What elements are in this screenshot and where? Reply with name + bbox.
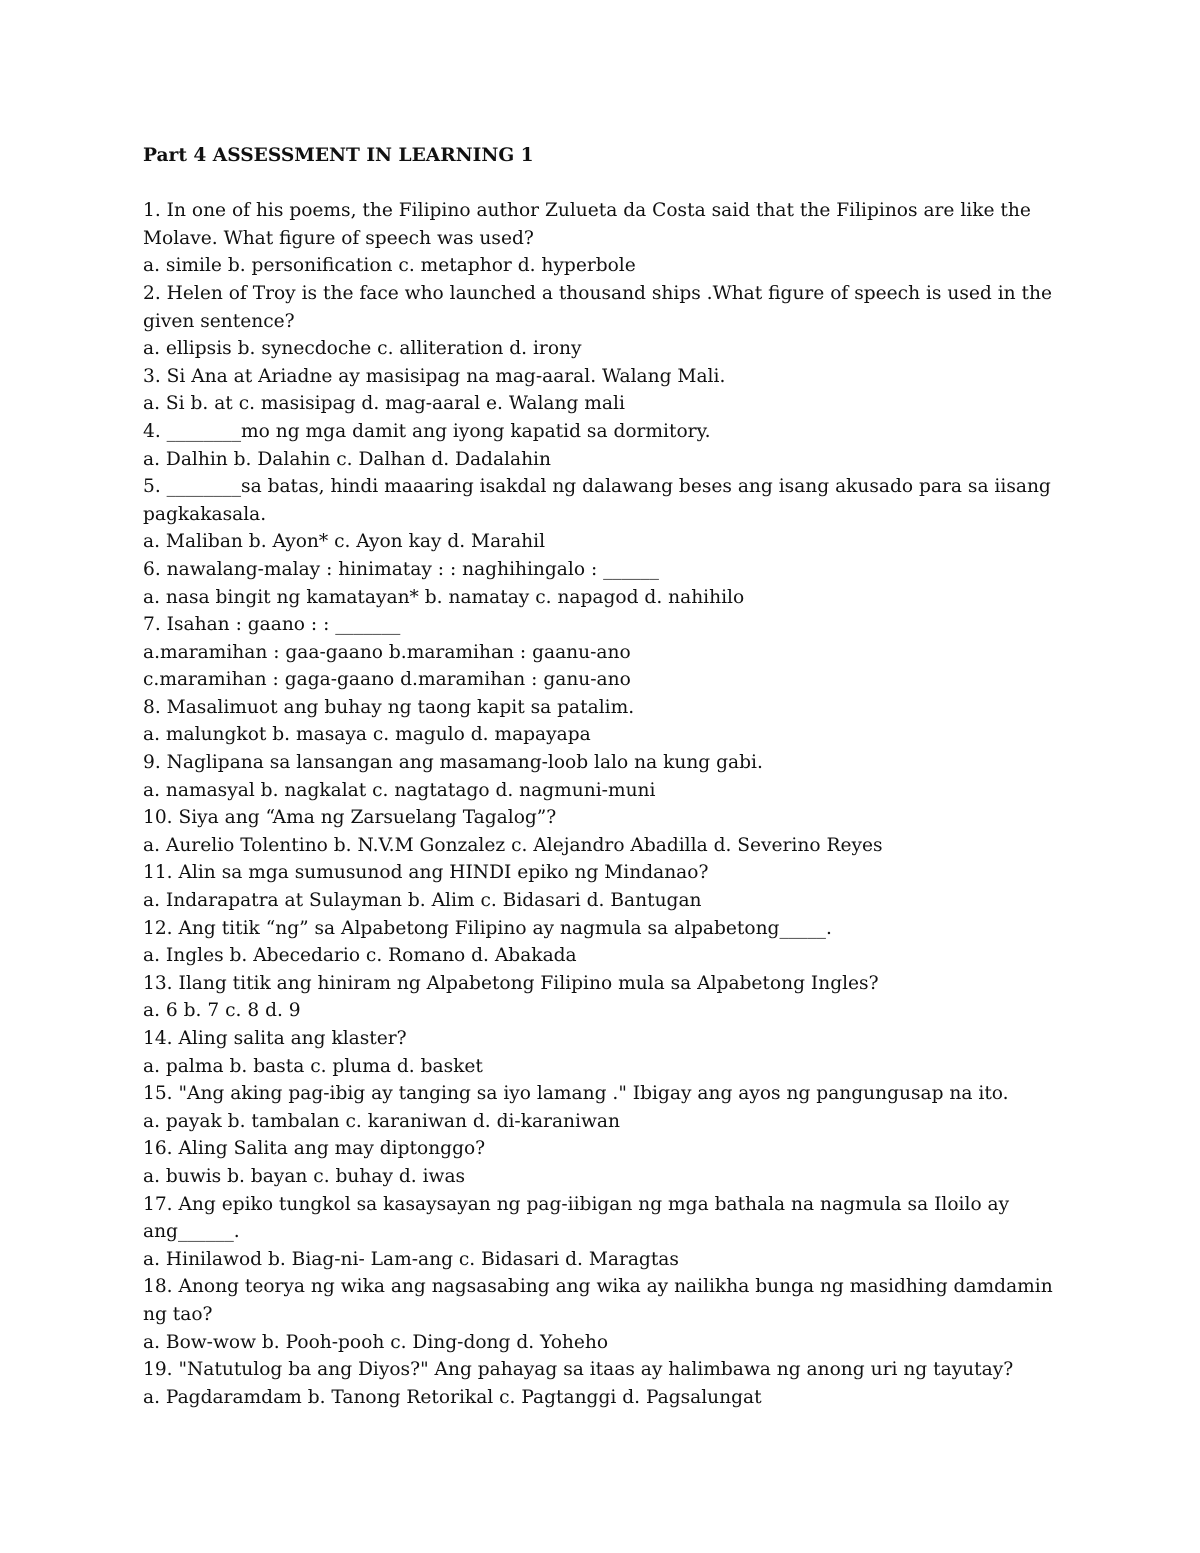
question-3: 3. Si Ana at Ariadne ay masisipag na mag-aaral. Walang Mali.: [143, 365, 726, 387]
question-11: 11. Alin sa mga sumusunod ang HINDI epiko ng Mindanao?: [143, 862, 709, 884]
question-7: 7. Isahan : gaano : : _______: [143, 614, 401, 636]
question-10: 10. Siya ang “Ama ng Zarsuelang Tagalog”?: [143, 807, 557, 829]
choices-14: a. palma b. basta c. pluma d. basket: [143, 1055, 483, 1077]
question-16: 16. Aling Salita ang may diptonggo?: [143, 1138, 486, 1160]
question-13: 13. Ilang titik ang hiniram ng Alpabetong Filipino mula sa Alpabetong Ingles?: [143, 972, 879, 994]
question-18: 18. Anong teorya ng wika ang nagsasabing ang wika ay nailikha bunga ng masidhing damdamin ng tao?: [143, 1276, 1053, 1325]
choices-7a: a.maramihan : gaa-gaano b.maramihan : gaanu-ano: [143, 641, 631, 663]
choices-2: a. ellipsis b. synecdoche c. alliteration d. irony: [143, 338, 582, 360]
question-6: 6. nawalang-malay : hinimatay : : naghihingalo : ______: [143, 558, 659, 580]
question-15: 15. "Ang aking pag-ibig ay tanging sa iyo lamang ." Ibigay ang ayos ng pangungusap na ito.: [143, 1083, 1009, 1105]
question-5: 5. ________sa batas, hindi maaaring isakdal ng dalawang beses ang isang akusado para sa iisang pagkakasala.: [143, 476, 1051, 525]
choices-13: a. 6 b. 7 c. 8 d. 9: [143, 1000, 301, 1022]
document-content: [143, 142, 1073, 1411]
question-4: 4. ________mo ng mga damit ang iyong kapatid sa dormitory.: [143, 420, 711, 442]
choices-9: a. namasyal b. nagkalat c. nagtatago d. nagmuni-muni: [143, 779, 656, 801]
question-9: 9. Naglipana sa lansangan ang masamang-loob lalo na kung gabi.: [143, 752, 763, 774]
choices-18: a. Bow-wow b. Pooh-pooh c. Ding-dong d. Yoheho: [143, 1331, 609, 1353]
question-17: 17. Ang epiko tungkol sa kasaysayan ng pag-iibigan ng mga bathala na nagmula sa Iloilo ay ang______.: [143, 1193, 1010, 1243]
document-title: Part 4 ASSESSMENT IN LEARNING 1: [143, 145, 534, 166]
choices-4: a. Dalhin b. Dalahin c. Dalhan d. Dadalahin: [143, 448, 551, 470]
question-12: 12. Ang titik “ng” sa Alpabetong Filipino ay nagmula sa alpabetong_____.: [143, 917, 832, 939]
question-2: 2. Helen of Troy is the face who launched a thousand ships .What figure of speech is used in the given sentence?: [143, 282, 1052, 332]
choices-10: a. Aurelio Tolentino b. N.V.M Gonzalez c. Alejandro Abadilla d. Severino Reyes: [143, 834, 883, 856]
choices-16: a. buwis b. bayan c. buhay d. iwas: [143, 1165, 466, 1187]
choices-17: a. Hinilawod b. Biag-ni- Lam-ang c. Bidasari d. Maragtas: [143, 1248, 679, 1270]
choices-3: a. Si b. at c. masisipag d. mag-aaral e. Walang mali: [143, 393, 625, 415]
choices-1: a. simile b. personification c. metaphor d. hyperbole: [143, 255, 636, 277]
question-19: 19. "Natutulog ba ang Diyos?" Ang pahayag sa itaas ay halimbawa ng anong uri ng tayutay?: [143, 1359, 1014, 1381]
choices-7b: c.maramihan : gaga-gaano d.maramihan : ganu-ano: [143, 669, 631, 691]
choices-6: a. nasa bingit ng kamatayan* b. namatay c. napagod d. nahihilo: [143, 586, 745, 608]
question-1: 1. In one of his poems, the Filipino author Zulueta da Costa said that the Filipinos are like the Molave. What figure of speech was used?: [143, 200, 1031, 249]
question-8: 8. Masalimuot ang buhay ng taong kapit sa patalim.: [143, 696, 635, 718]
choices-5: a. Maliban b. Ayon* c. Ayon kay d. Marahil: [143, 531, 546, 553]
question-14: 14. Aling salita ang klaster?: [143, 1028, 407, 1049]
choices-12: a. Ingles b. Abecedario c. Romano d. Abakada: [143, 945, 577, 967]
choices-8: a. malungkot b. masaya c. magulo d. mapayapa: [143, 724, 591, 746]
choices-11: a. Indarapatra at Sulayman b. Alim c. Bidasari d. Bantugan: [143, 890, 702, 912]
choices-15: a. payak b. tambalan c. karaniwan d. di-karaniwan: [143, 1110, 620, 1132]
choices-19: a. Pagdaramdam b. Tanong Retorikal c. Pagtanggi d. Pagsalungat: [143, 1386, 762, 1408]
